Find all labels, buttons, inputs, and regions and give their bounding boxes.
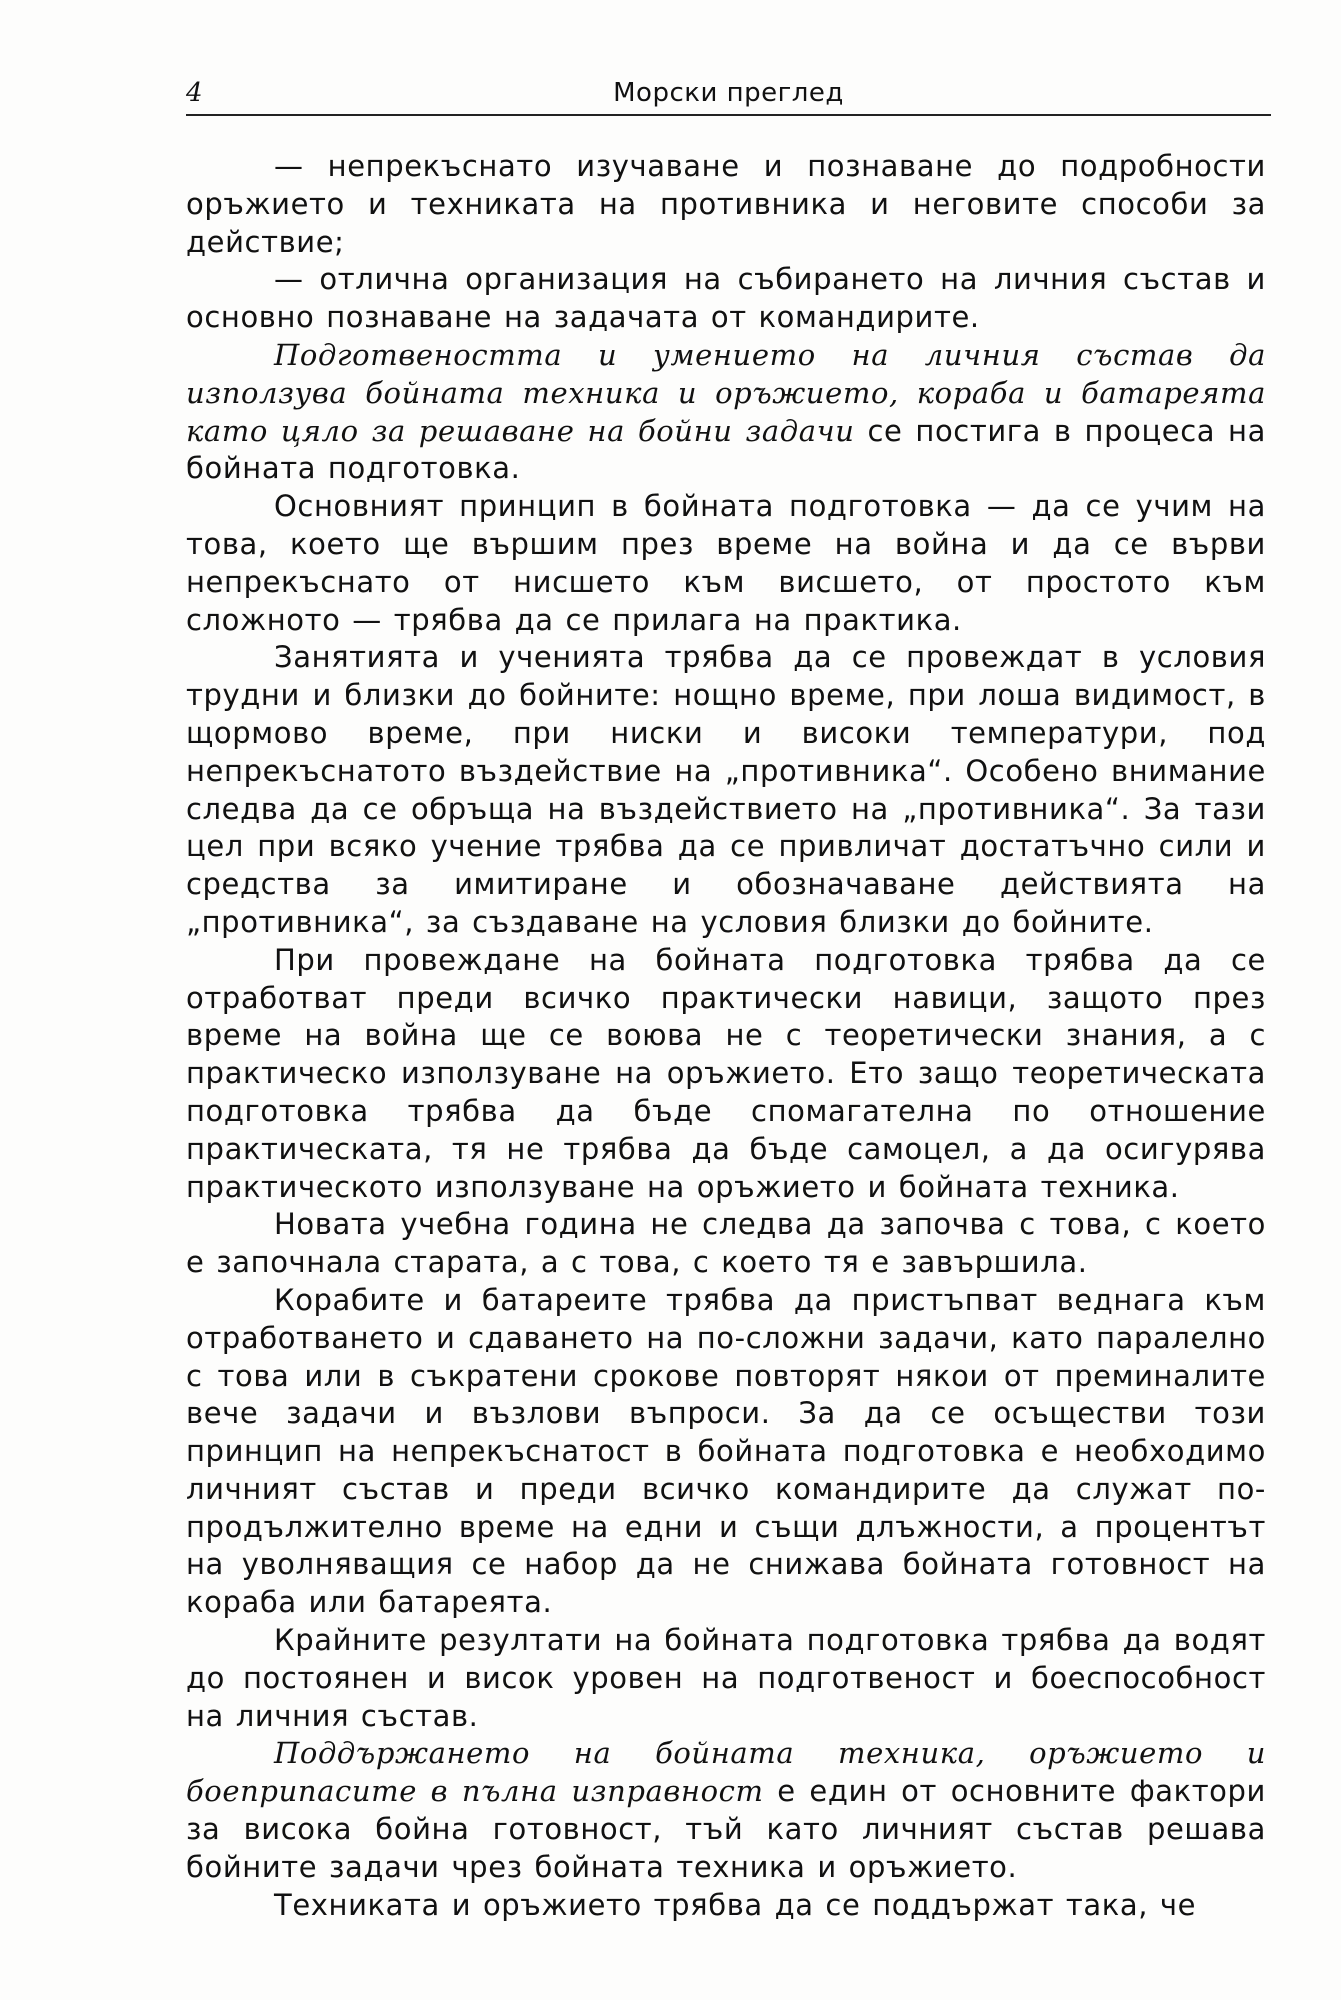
italic-emphasis: Подготвеността и умението на личния състав да използува бойната техника и оръжието, кораба и батареята като цяло за решаване на бойни задачи [186,337,1266,448]
paragraph-6: При провеждане на бойната подготовка трябва да се отработват преди всичко практически навици, защото през време на война ще се воюва не с теоретически знания, а с практическо използуване на оръжието. Ето защо теоретическата подготовка трябва да бъде спомагателна по отношение практическата, тя не трябва да бъде самоцел, а да осигурява практическото използуване на оръжието и бойната техника. [186,942,1266,1204]
page-number: 4 [186,78,203,108]
paragraph-1: — непрекъснато изучаване и познаване до подробности оръжието и техниката на противника и неговите способи за действие; [186,149,1266,259]
italic-emphasis: Поддържането на бойната техника, оръжието и боеприпасите в пълна изправност [186,1736,1266,1809]
body-text [186,148,1266,1924]
paragraph-8: Корабите и батареите трябва да пристъпват веднага към отработването и сдаването на по-сложни задачи, като паралелно с това или в съкратени срокове повторят някои от преминалите вече задачи и възлови въпроси. За да се осъществи този принцип на непрекъснатост в бойната подготовка е необходимо личният състав и преди всичко командирите да служат по-продължително време на едни и същи длъжности, а процентът на уволняващия се набор да не снижава бойната готовност на кораба или батареята. [186,1282,1266,1620]
running-head [186,76,1271,116]
paragraph-7: Новата учебна година не следва да започва с това, с което е започнала старата, а с това, с което тя е завършила. [186,1207,1266,1280]
paragraph-4: Основният принцип в бойната подготовка — да се учим на това, което ще вършим през време на война и да се върви непрекъснато от нисшето към висшето, от простото към сложното — трябва да се прилага на практика. [186,489,1266,637]
paragraph-2: — отлична организация на събирането на личния състав и основно познаване на задачата от командирите. [186,262,1266,335]
paragraph-5: Занятията и ученията трябва да се провеждат в условия трудни и близки до бойните: нощно време, при лоша видимост, в щормово време, при ниски и високи температури, под непрекъснатото въздействие на „противника“. Особено внимание следва да се обръща на въздействието на „противника“. За тази цел при всяко учение трябва да се привличат достатъчно сили и средства за имитиране и обозначаване действията на „противника“, за създаване на условия близки до бойните. [186,640,1266,939]
journal-title: Морски преглед [613,78,844,108]
paragraph-9: Крайните резултати на бойната подготовка трябва да водят до постоянен и висок уровен на подготвеност и боеспособност на личния състав. [186,1623,1266,1733]
paragraph-11: Техниката и оръжието трябва да се поддържат така, че [274,1887,1197,1922]
paragraph-3: Подготвеността и умението на личния състав да използува бойната техника и оръжието, кораба и батареята като цяло за решаване на бойни задачи се постига в процеса на бойната подготовка. [186,337,1266,486]
paragraph-10: Поддържането на бойната техника, оръжието и боеприпасите в пълна изправност е един от основните фактори за висока бойна готовност, тъй като личният състав решава бойните задачи чрез бойната техника и оръжието. [186,1736,1266,1884]
